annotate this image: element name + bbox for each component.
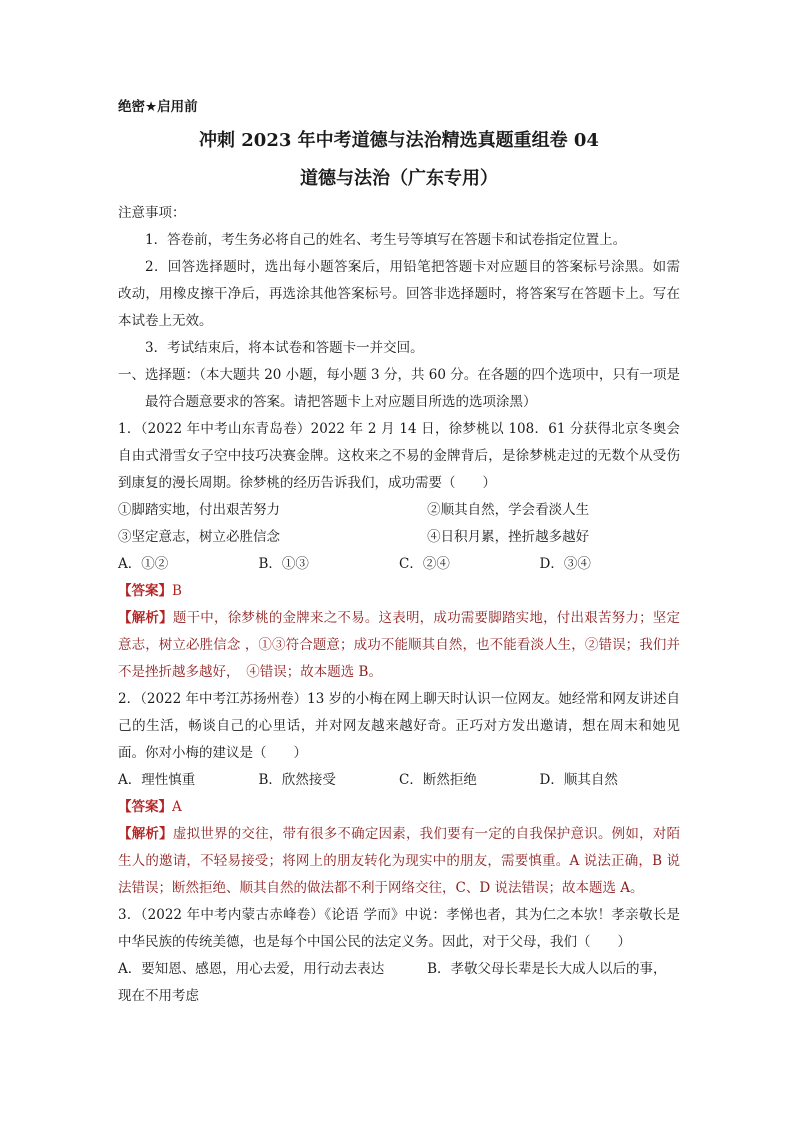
option-b-continuation: 现在不用考虑 <box>118 988 199 1004</box>
question-2-options <box>118 767 680 794</box>
statement-1: ①脚踏实地，付出艰苦努力 <box>118 502 280 518</box>
section-heading: 一、选择题：（本大题共 20 小题，每小题 3 分，共 60 分。在各题的四个选项中，只有一项是最符合题意要求的答案。请把答题卡上对应题目所选的选项涂黑） <box>118 367 680 410</box>
question-1-statements-row-2 <box>118 524 680 551</box>
answer-value: B <box>172 583 182 599</box>
statement-2: ②顺其自然，学会看淡人生 <box>427 502 590 518</box>
question-3-stem: 3．（2022 年中考内蒙古赤峰卷）《论语 学而》中说：孝悌也者，其为仁之本欤！孝亲敬长是中华民族的传统美德，也是每个中国公民的法定义务。因此，对于父母，我们（ ） <box>118 907 680 950</box>
question-1-explanation <box>118 605 680 686</box>
confidential-label: 绝密★启用前 <box>118 99 198 115</box>
option-b: B．欣然接受 <box>258 772 336 788</box>
option-c: C．断然拒绝 <box>399 772 477 788</box>
note-item-3: 3．考试结束后，将本试卷和答题卡一并交回。 <box>145 340 424 356</box>
question-2-stem: 2．（2022 年中考江苏扬州卷）13 岁的小梅在网上聊天时认识一位网友。她经常和网友讲述自己的生活，畅谈自己的心里话，并对网友越来越好奇。正巧对方发出邀请，想在周末和她见面。你对小梅的建议是（ ） <box>118 691 680 761</box>
exam-page <box>118 94 680 1010</box>
answer-tag: 【答案】 <box>118 799 172 815</box>
explanation-text: 题干中，徐梦桃的金牌来之不易。这表明，成功需要脚踏实地，付出艰苦努力；坚定意志，树立必胜信念 ，①③符合题意；成功不能顺其自然，也不能看淡人生，②错误；我们并不是挫折越多越好， ④错误；故本题选 B。 <box>118 610 681 680</box>
option-a: A．要知恩、感恩，用心去爱，用行动去表达 <box>118 961 385 977</box>
explanation-text: 虚拟世界的交往，带有很多不确定因素，我们要有一定的自我保护意识。例如，对陌生人的邀请，不轻易接受；将网上的朋友转化为现实中的朋友，需要慎重。A 说法正确，B 说法错误；断然拒绝、顺其自然的做法都不利于网络交往，C、D 说法错误；故本题选 A。 <box>118 826 681 896</box>
answer-value: A <box>172 799 182 815</box>
option-b: B．①③ <box>258 556 309 572</box>
answer-tag: 【答案】 <box>118 583 172 599</box>
question-2-answer <box>118 794 680 821</box>
note-item-1: 1．答卷前，考生务必将自己的姓名、考生号等填写在答题卡和试卷指定位置上。 <box>145 232 627 248</box>
exam-subtitle: 道德与法治（广东专用） <box>300 168 498 189</box>
option-d: D．③④ <box>539 556 591 572</box>
statement-3: ③坚定意志，树立必胜信念 <box>118 529 280 545</box>
question-1-statements-row-1 <box>118 497 680 524</box>
option-b: B．孝敬父母长辈是长大成人以后的事， <box>427 961 667 977</box>
question-1-options <box>118 551 680 578</box>
option-a: A．理性慎重 <box>118 772 196 788</box>
statement-4: ④日积月累，挫折越多越好 <box>427 529 590 545</box>
notes-heading: 注意事项： <box>118 205 186 221</box>
exam-title: 冲刺 2023 年中考道德与法治精选真题重组卷 04 <box>199 130 599 151</box>
note-item-2: 2．回答选择题时，选出每小题答案后，用铅笔把答题卡对应题目的答案标号涂黑。如需改动，用橡皮擦干净后，再选涂其他答案标号。回答非选择题时，将答案写在答题卡上。写在本试卷上无效。 <box>118 259 680 329</box>
question-3-options <box>118 956 680 983</box>
question-2-explanation <box>118 821 680 902</box>
option-a: A．①② <box>118 556 169 572</box>
question-1-answer <box>118 578 680 605</box>
explanation-tag: 【解析】 <box>118 610 173 626</box>
explanation-tag: 【解析】 <box>118 826 173 842</box>
option-d: D．顺其自然 <box>539 772 618 788</box>
option-c: C．②④ <box>399 556 450 572</box>
question-1-stem: 1．（2022 年中考山东青岛卷）2022 年 2 月 14 日，徐梦桃以 108．61 分获得北京冬奥会自由式滑雪女子空中技巧决赛金牌。这枚来之不易的金牌背后，是徐梦桃走过的无数个从受伤到康复的漫长周期。徐梦桃的经历告诉我们，成功需要（ ） <box>118 421 680 491</box>
